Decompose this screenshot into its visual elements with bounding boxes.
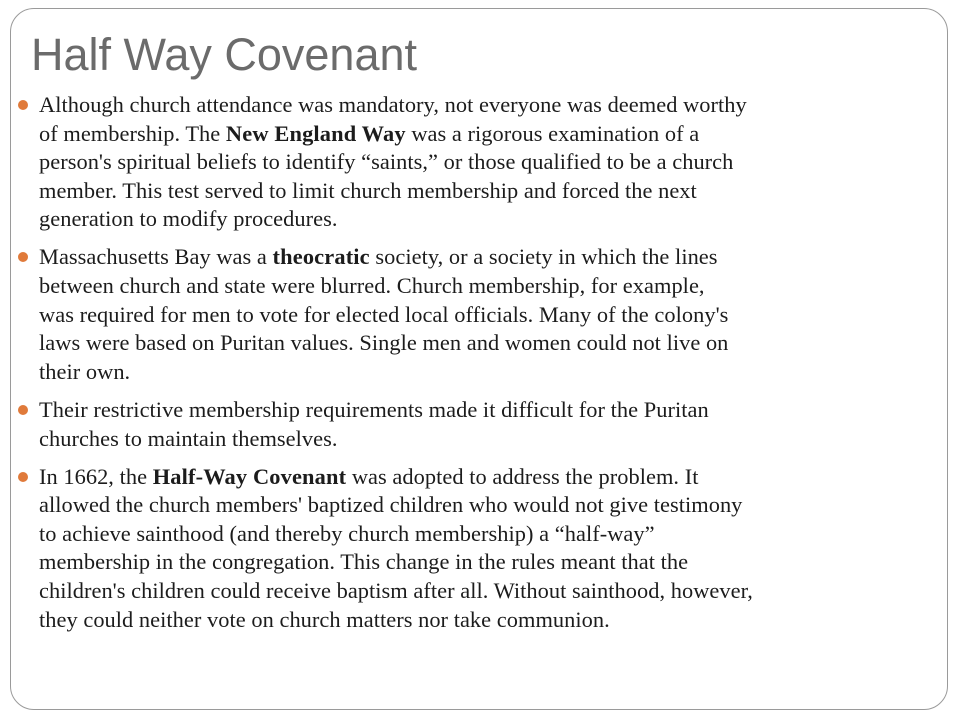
bullet-line	[39, 329, 954, 358]
bullet-line	[39, 148, 954, 177]
text-run: was a rigorous examination of a	[405, 120, 700, 146]
bullet-item	[0, 463, 958, 635]
bullet-item	[0, 91, 958, 234]
bullet-line	[39, 120, 954, 149]
text-run: to achieve sainthood (and thereby church membership) a “half-way”	[39, 520, 655, 546]
text-run: was adopted to address the problem. It	[346, 463, 699, 489]
bullet-item	[0, 396, 958, 453]
text-run: was required for men to vote for elected local officials. Many of the colony's	[39, 301, 729, 327]
text-run: Their restrictive membership requirements made it difficult for the Puritan	[39, 396, 709, 422]
text-run: their own.	[39, 358, 131, 384]
text-run: society, or a society in which the lines	[369, 244, 718, 270]
bullet-line	[39, 520, 954, 549]
bullet-line	[39, 396, 954, 425]
bullet-line	[39, 91, 954, 120]
bullet-line	[39, 463, 954, 492]
bullet-dot-icon	[18, 252, 28, 262]
bullet-line	[39, 577, 954, 606]
text-run: laws were based on Puritan values. Single men and women could not live on	[39, 330, 729, 356]
bullet-line	[39, 606, 954, 635]
bold-term: Half-Way Covenant	[152, 463, 347, 489]
text-run: children's children could receive baptism after all. Without sainthood, however,	[39, 578, 753, 603]
text-run: member. This test served to limit church membership and forced the next	[39, 177, 697, 203]
bullet-list	[0, 91, 958, 644]
bullet-line	[39, 205, 954, 234]
bullet-line	[39, 425, 954, 454]
bullet-line	[39, 177, 954, 206]
bullet-line	[39, 301, 954, 330]
bullet-line	[39, 272, 954, 301]
text-run: membership in the congregation. This change in the rules meant that the	[39, 549, 689, 575]
text-run: they could neither vote on church matters nor take communion.	[39, 606, 610, 632]
bullet-line	[39, 548, 954, 577]
text-run: churches to maintain themselves.	[39, 425, 338, 451]
text-run: generation to modify procedures.	[39, 206, 338, 232]
bullet-dot-icon	[18, 100, 28, 110]
bullet-line	[39, 243, 954, 272]
bullet-item	[0, 243, 958, 386]
text-run: of membership. The	[39, 120, 226, 146]
text-run: Although church attendance was mandatory, not everyone was deemed worthy	[39, 92, 747, 117]
bold-term: theocratic	[272, 244, 370, 270]
text-run: In 1662, the	[39, 463, 153, 489]
bullet-line	[39, 358, 954, 387]
bullet-dot-icon	[18, 405, 28, 415]
text-run: Massachusetts Bay was a	[39, 244, 273, 270]
text-run: allowed the church members' baptized children who would not give testimony	[39, 492, 743, 518]
text-run: person's spiritual beliefs to identify “saints,” or those qualified to be a church	[39, 149, 734, 175]
bullet-dot-icon	[18, 472, 28, 482]
text-run: between church and state were blurred. Church membership, for example,	[39, 273, 705, 299]
bullet-line	[39, 491, 954, 520]
bold-term: New England Way	[225, 120, 406, 146]
slide-title: Half Way Covenant	[31, 29, 417, 80]
